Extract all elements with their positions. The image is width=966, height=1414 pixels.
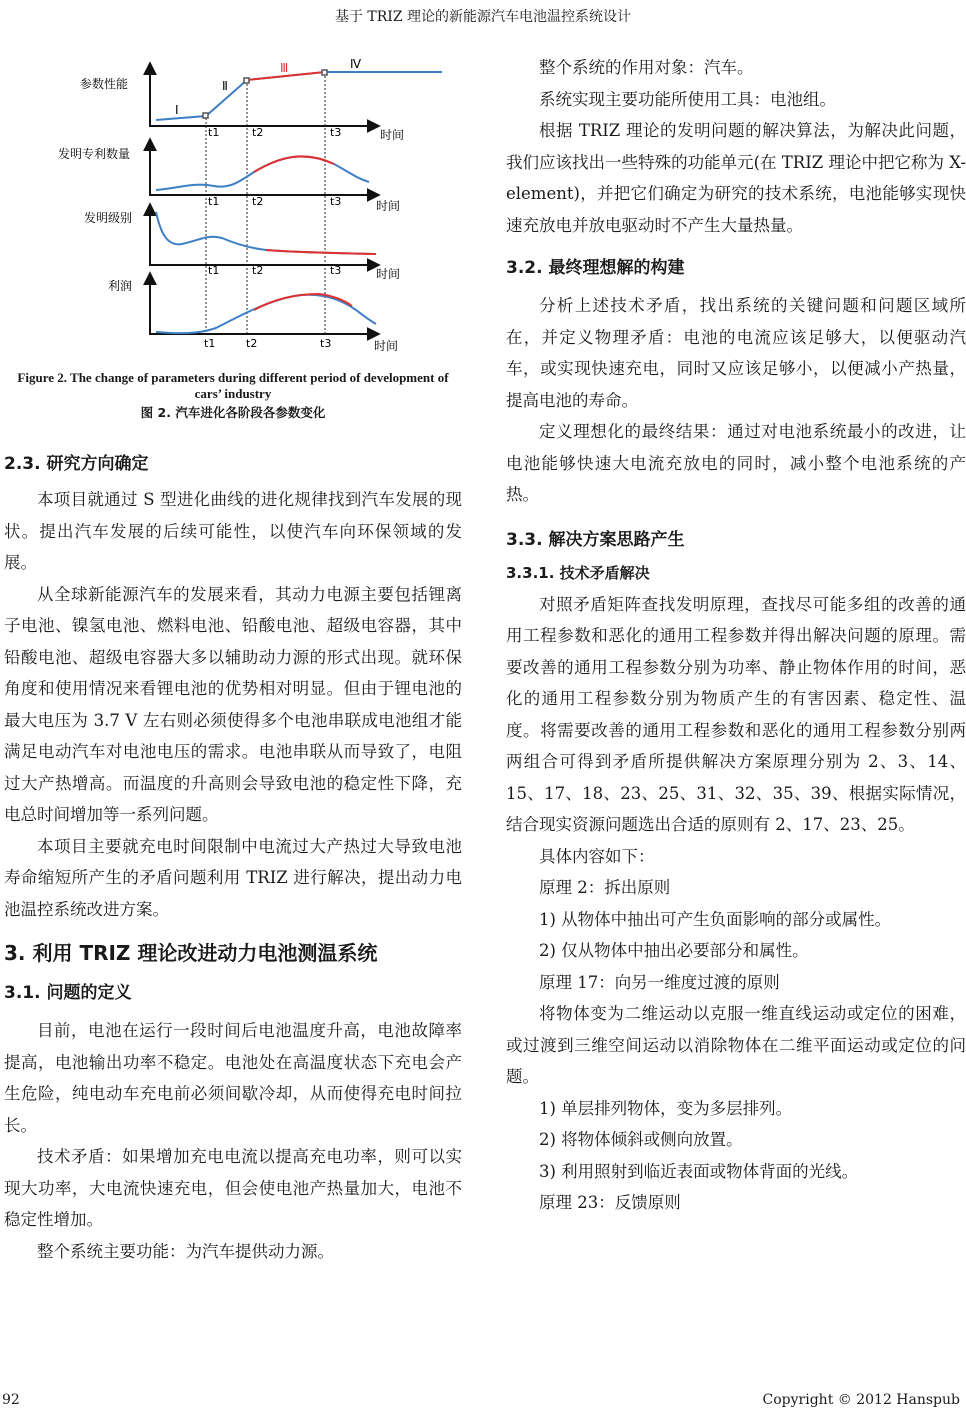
paragraph: 技术矛盾：如果增加充电电流以提高充电功率，则可以实现大功率，大电流快速充电，但会使电池产热量加大，电池不稳定性增加。 — [4, 1147, 462, 1229]
section-3-3-1-title: 3.3.1. 技术矛盾解决 — [506, 563, 650, 582]
p2-xlabel: 时间 — [376, 199, 401, 213]
panel4-ticks — [204, 337, 398, 353]
p4-t2: t2 — [246, 337, 258, 350]
p1-xlabel: 时间 — [380, 128, 405, 142]
stage-label-4: Ⅳ — [350, 57, 362, 71]
paragraph: 将物体变为二维运动以克服一维直线运动或定位的困难，或过渡到三维空间运动以消除物体在二维平面运动或定位的问题。 — [506, 1004, 966, 1086]
principle-2-title: 原理 2：拆出原则 — [539, 878, 671, 897]
running-header: 基于 TRIZ 理论的新能源汽车电池温控系统设计 — [334, 9, 632, 25]
paragraph: 分析上述技术矛盾，找出系统的关键问题和问题区域所在，并定义物理矛盾：电池的电流应该足够大，以便驱动汽车，或实现快速充电，同时又应该足够小，以便减小产热量，提高电池的寿命。 — [506, 296, 966, 410]
stage-label-1: Ⅰ — [175, 103, 179, 117]
p3-t2: t2 — [252, 264, 264, 277]
stage-label-3: Ⅲ — [280, 61, 289, 75]
level-curve-red — [266, 250, 376, 254]
list-item: 1) 从物体中抽出可产生负面影响的部分或属性。 — [539, 909, 892, 929]
principle-17-title: 原理 17：向另一维度过渡的原则 — [539, 972, 780, 992]
paragraph: 对照矛盾矩阵查找发明原理，查找尽可能多组的改善的通用工程参数和恶化的通用工程参数并得出解决问题的原理。需要改善的通用工程参数分别为功率、静止物体作用的时间，恶化的通用工程参数分别为物质产生的有害因素、稳定性、温度。将需要改善的通用工程参数和恶化的通用工程参数分别两两组合可得到矛盾所提供解决方案原理分别为 2、3、14、15、17、18、23、25、31、32、35、39、根据实际情况，结合现实资源问题选出合适的原则有 2、17、23、25。 — [506, 594, 966, 834]
section-3-2-title: 3.2. 最终理想解的构建 — [506, 258, 685, 278]
p3-t3: t3 — [330, 264, 342, 277]
section-3-title: 3. 利用 TRIZ 理论改进动力电池测温系统 — [4, 941, 378, 965]
p2-t3: t3 — [330, 195, 342, 208]
panel2-ticks — [208, 195, 400, 213]
panel3-axes — [150, 205, 378, 265]
panel2-label: 发明专利数量 — [58, 147, 131, 161]
panel3-ticks — [208, 264, 400, 281]
paragraph: 整个系统的作用对象：汽车。 — [539, 58, 754, 77]
performance-curve-blue — [156, 72, 442, 120]
axes — [150, 64, 378, 334]
panel4-label: 利润 — [108, 279, 133, 293]
section-3-3-title: 3.3. 解决方案思路产生 — [506, 529, 685, 550]
figure-caption-cn: 图 2. 汽车进化各阶段各参数变化 — [140, 405, 326, 420]
marker-t3 — [322, 70, 327, 75]
patents-curve-blue — [156, 156, 369, 190]
page-number: 92 — [2, 1392, 20, 1408]
p1-t1: t1 — [208, 126, 220, 139]
figure-caption-en: Figure 2. The change of parameters during different period of development of cars’ industry — [17, 370, 449, 401]
panel1-ticks — [208, 126, 404, 142]
stage-label-2: Ⅱ — [222, 79, 228, 93]
paragraph: 具体内容如下： — [539, 846, 655, 866]
section-3-1-title: 3.1. 问题的定义 — [4, 983, 132, 1003]
paragraph: 本项目主要就充电时间限制中电流过大产热过大导致电池寿命缩短所产生的矛盾问题利用 TRIZ 进行解决，提出动力电池温控系统改进方案。 — [4, 836, 462, 919]
section-2-3-title: 2.3. 研究方向确定 — [4, 454, 149, 474]
list-item: 1) 单层排列物体，变为多层排列。 — [539, 1098, 793, 1118]
p3-t1: t1 — [208, 264, 220, 277]
left-column — [4, 52, 462, 1267]
paragraph: 目前，电池在运行一段时间后电池温度升高，电池故障率提高，电池输出功率不稳定。电池处在高温度状态下充电会产生危险，纯电动车充电前必须间歇冷却，从而使得充电时间拉长。 — [4, 1021, 462, 1135]
panel3-label: 发明级别 — [84, 211, 133, 225]
p3-xlabel: 时间 — [376, 267, 401, 281]
marker-t2 — [244, 78, 249, 83]
panel1-axes — [150, 64, 378, 126]
profit-curve-red — [254, 294, 352, 310]
panel1-label: 参数性能 — [80, 77, 129, 91]
copyright: Copyright © 2012 Hanspub — [762, 1392, 960, 1408]
list-item: 3) 利用照射到临近表面或物体背面的光线。 — [539, 1161, 859, 1181]
paragraph: 系统实现主要功能所使用工具：电池组。 — [539, 89, 836, 109]
p4-xlabel: 时间 — [374, 339, 399, 353]
paragraph: 整个系统主要功能：为汽车提供动力源。 — [37, 1241, 334, 1261]
paragraph: 从全球新能源汽车的发展来看，其动力电源主要包括锂离子电池、镍氢电池、燃料电池、铅酸电池、超级电容器，其中铅酸电池、超级电容器大多以辅助动力源的形式出现。就环保角度和使用情况来看锂电池的优势相对明显。但由于锂电池的最大电压为 3.7 V 左右则必须使得多个电池串联成电池组才能满足电动汽车对电池电压的需求。电池串联从而导致了，电阻过大产热增高。而温度的升高则会导致电池的稳定性下降，充电总时间增加等一系列问题。 — [4, 584, 462, 824]
list-item: 2) 仅从物体中抽出必要部分和属性。 — [539, 941, 809, 960]
paragraph: 定义理想化的最终结果：通过对电池系统最小的改进，让电池能够快速大电流充放电的同时，减小整个电池系统的产热。 — [506, 422, 966, 504]
figure-2 — [4, 52, 462, 370]
p2-t1: t1 — [208, 195, 220, 208]
s-curve-figure — [4, 52, 462, 370]
marker-t1 — [203, 113, 208, 118]
p4-t1: t1 — [204, 337, 216, 350]
paragraph: 本项目就通过 S 型进化曲线的进化规律找到汽车发展的现状。提出汽车发展的后续可能性，以使汽车向环保领域的发展。 — [4, 490, 462, 572]
p2-t2: t2 — [252, 195, 264, 208]
p1-t3: t3 — [330, 126, 342, 139]
p4-t3: t3 — [320, 337, 332, 350]
paragraph: 根据 TRIZ 理论的发明问题的解决算法，为解决此问题，我们应该找出一些特殊的功能单元(在 TRIZ 理论中把它称为 X-element)，并把它们确定为研究的技术系统，电池能够实现快速充放电并放电驱动时不产生大量热量。 — [506, 121, 966, 235]
p1-t2: t2 — [252, 126, 264, 139]
list-item: 2) 将物体倾斜或侧向放置。 — [539, 1130, 743, 1149]
patents-curve-red — [254, 156, 334, 172]
right-column — [506, 52, 966, 1219]
principle-23-title: 原理 23：反馈原则 — [539, 1193, 681, 1212]
level-curve-blue — [156, 212, 376, 254]
